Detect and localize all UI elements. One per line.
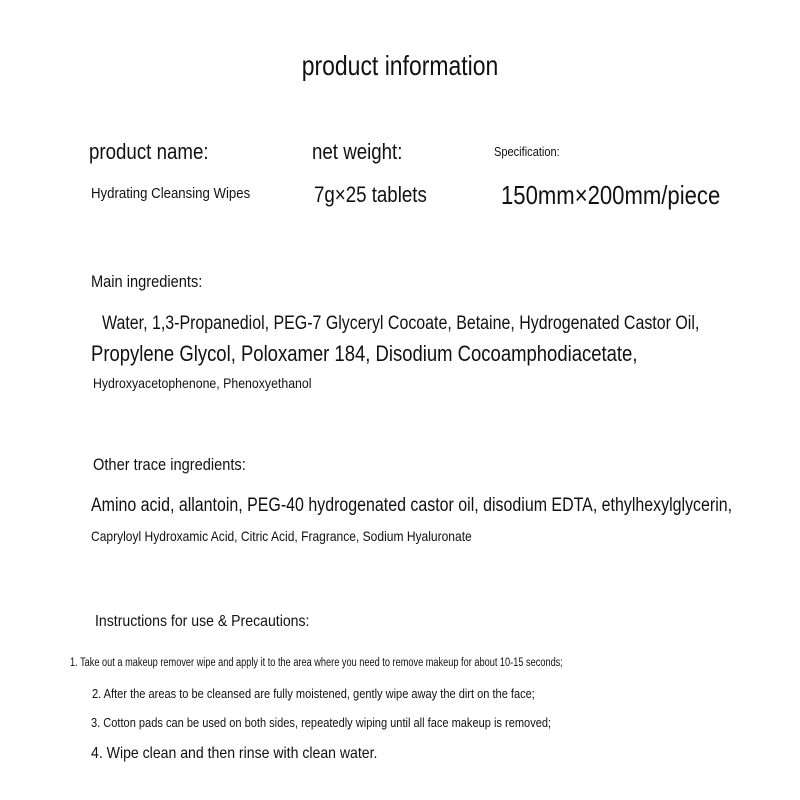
- trace-ingredients-heading: Other trace ingredients:: [93, 455, 246, 474]
- specification-label: Specification:: [494, 144, 560, 159]
- net-weight-label: net weight:: [312, 139, 403, 164]
- instruction-step: 1. Take out a makeup remover wipe and apply it to the area where you need to remove makeup for about 10-15 seconds;: [70, 657, 563, 669]
- instructions-heading: Instructions for use & Precautions:: [95, 613, 310, 630]
- product-name-value: Hydrating Cleansing Wipes: [91, 185, 251, 202]
- product-name-label: product name:: [89, 139, 209, 164]
- main-ingredients-line: Water, 1,3-Propanediol, PEG-7 Glyceryl Cocoate, Betaine, Hydrogenated Castor Oil,: [102, 313, 700, 334]
- specification-value: 150mm×200mm/piece: [501, 180, 721, 210]
- net-weight-value: 7g×25 tablets: [314, 182, 427, 207]
- main-ingredients-line: Hydroxyacetophenone, Phenoxyethanol: [93, 375, 312, 391]
- trace-ingredients-line: Amino acid, allantoin, PEG-40 hydrogenated castor oil, disodium EDTA, ethylhexylglycerin,: [91, 495, 733, 516]
- page-title: product information: [301, 50, 499, 81]
- instruction-step: 4. Wipe clean and then rinse with clean water.: [91, 745, 378, 762]
- instruction-step: 2. After the areas to be cleansed are fully moistened, gently wipe away the dirt on the face;: [92, 686, 535, 701]
- trace-ingredients-line: Capryloyl Hydroxamic Acid, Citric Acid, Fragrance, Sodium Hyaluronate: [91, 528, 472, 544]
- instruction-step: 3. Cotton pads can be used on both sides, repeatedly wiping until all face makeup is removed;: [91, 715, 552, 730]
- main-ingredients-heading: Main ingredients:: [91, 272, 203, 291]
- main-ingredients-line: Propylene Glycol, Poloxamer 184, Disodium Cocoamphodiacetate,: [91, 341, 638, 366]
